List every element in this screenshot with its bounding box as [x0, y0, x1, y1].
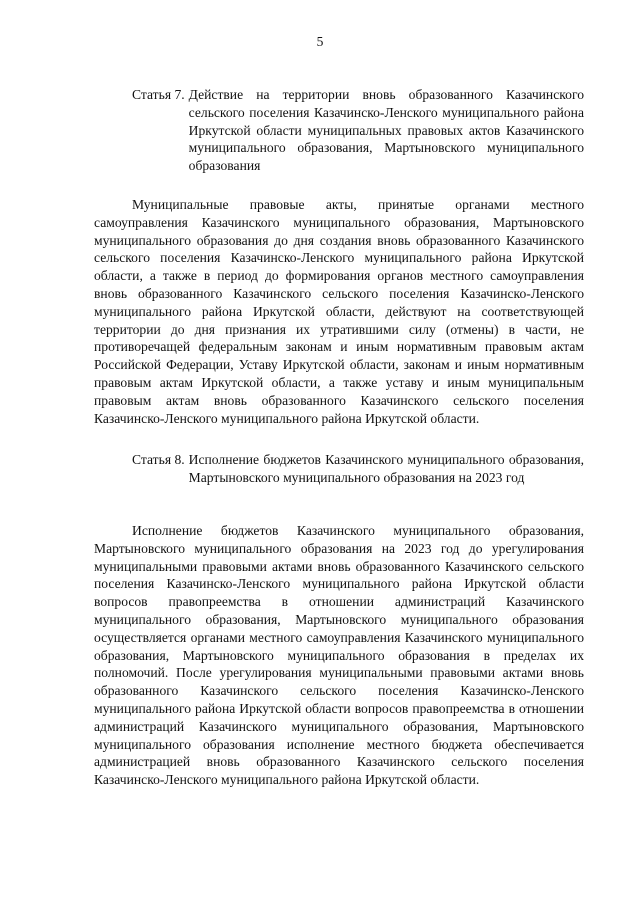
article-8-title: Исполнение бюджетов Казачинского муниципального образования, Мартыновского муниципального образования на 2023 год — [188, 452, 584, 485]
article-8-body: Исполнение бюджетов Казачинского муниципального образования, Мартыновского муниципального образования на 2023 год до урегулирования муниципальными правовыми актами вновь образованного Казачинского сельского поселения Казачинско-Ленского муниципального района Иркутской области вопросов правопреемства в отношении администраций Казачинского муниципального образования, Мартыновского муниципального образования осуществляется органами местного самоуправления Казачинского муниципального образования, Мартыновского муниципального образования в пределах их полномочий. После урегулирования муниципальными правовыми актами вновь образованного Казачинского сельского поселения Казачинско-Ленского муниципального района Иркутской области вопросов правопреемства в отношении администраций Казачинского муниципального образования, Мартыновского муниципального образования исполнение местного бюджета обеспечивается администрацией вновь образованного Казачинского сельского поселения Казачинско-Ленского муниципального района Иркутской области. — [94, 523, 584, 788]
article-7-title: Действие на территории вновь образованного Казачинского сельского поселения Казачинско-Ленского муниципального района Иркутской области муниципальных правовых актов Казачинского муниципального образования, Мартыновского муниципального образования — [188, 87, 584, 174]
article-7-label: Статья 7. — [132, 87, 185, 102]
article-7-heading — [132, 86, 584, 175]
page-number: 5 — [316, 34, 324, 49]
article-8-label: Статья 8. — [132, 452, 185, 467]
article-8-heading — [132, 451, 584, 487]
article-7-body: Муниципальные правовые акты, принятые органами местного самоуправления Казачинского муниципального образования, Мартыновского муниципального образования до дня создания вновь образованного Казачинского сельского поселения Казачинско-Ленского муниципального района Иркутской области, а также в период до формирования органов местного самоуправления вновь образованного Казачинского сельского поселения Казачинско-Ленского муниципального района Иркутской области, действуют на соответствующей территории до дня признания их утратившими силу (отмены) в части, не противоречащей федеральным законам и иным нормативным правовым актам Российской Федерации, Уставу Иркутской области, законам и иным нормативным правовым актам Иркутской области, а также уставу и иным муниципальным правовым актам вновь образованного Казачинского сельского поселения Казачинско-Ленского муниципального района Иркутской области. — [94, 197, 584, 426]
